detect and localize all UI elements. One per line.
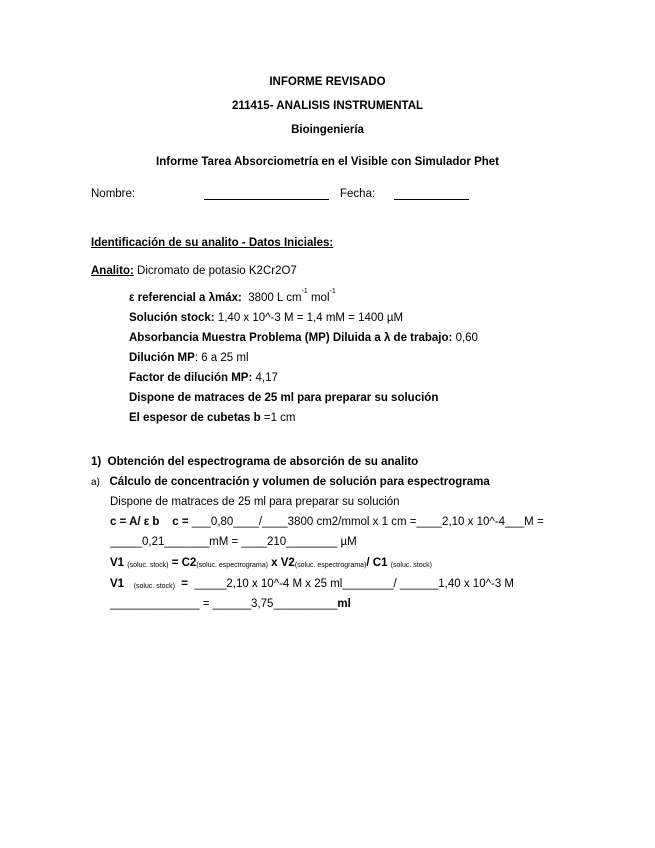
v2-symbol: x V2 [271, 557, 295, 569]
espesor-line [129, 412, 296, 424]
c1-sub-stock: (soluc. stock) [390, 562, 432, 569]
c2-symbol: = C2 [171, 557, 197, 569]
factor-value: 4,17 [255, 372, 278, 384]
section1a-title: Cálculo de concentración y volumen de solución para espectrograma [109, 476, 490, 488]
matraces-line: Dispone de matraces de 25 ml para preparar su solución [129, 392, 439, 404]
matraces-plain-line: Dispone de matraces de 25 ml para preparar su solución [110, 496, 400, 508]
factor-label: Factor de dilución MP: [129, 372, 253, 384]
section1a-label: a) [91, 477, 100, 488]
v2-sub-espec: (soluc. espectrograma) [294, 562, 367, 569]
absorbancia-line [129, 332, 478, 344]
epsilon-value: 3800 L cm [248, 292, 302, 304]
concentration-calc-line [110, 516, 544, 528]
absorbancia-value: 0,60 [455, 332, 478, 344]
c1-symbol: / C1 [366, 557, 388, 569]
fecha-label: Fecha: [340, 188, 376, 200]
title-course: 211415- ANALISIS INSTRUMENTAL [231, 100, 424, 112]
epsilon-line [129, 288, 336, 304]
c2-sub-espec: (soluc. espectrograma) [196, 562, 268, 569]
v1-sub-stock: (soluc. stock) [127, 562, 169, 569]
v1-numerator: _____2,10 x 10^-4 M x 25 ml________/ ______1,40 x 10^-3 M [194, 578, 514, 590]
v1-calc-line [110, 578, 514, 590]
fecha-field [394, 188, 469, 201]
v1-unit: ml [337, 598, 351, 610]
v1-result-line [110, 598, 351, 610]
dilution-formula-line [110, 557, 432, 569]
espesor-value: =1 cm [263, 412, 296, 424]
stock-value: 1,40 x 10^-3 M = 1,4 mM = 1400 µM [217, 312, 404, 324]
epsilon-sup-cm: -1 [301, 288, 308, 295]
formula-beer: c = A/ ε b [110, 516, 160, 528]
concentration-fill-1: ___0,80____/____3800 cm2/mmol x 1 cm =____2,10 x 10^-4___M = [191, 516, 544, 528]
analito-line [91, 265, 297, 277]
v1-result: ______________ = ______3,75__________ [110, 598, 338, 610]
section1a-heading [91, 476, 490, 488]
dilucion-line [129, 352, 249, 364]
stock-label: Solución stock: [129, 312, 215, 324]
epsilon-sup-mol: -1 [329, 288, 336, 295]
stock-line [129, 312, 403, 324]
v1-symbol: V1 [110, 557, 125, 569]
c-equals: c = [172, 516, 189, 528]
concentration-fill-2: _____0,21_______mM = ____210________ µM [110, 536, 357, 548]
dilucion-value: : 6 a 25 ml [194, 352, 249, 364]
factor-line [129, 372, 278, 384]
dilucion-label: Dilución MP [129, 352, 195, 364]
title-informe-revisado: INFORME REVISADO [269, 76, 386, 88]
title-program: Bioingeniería [291, 124, 364, 136]
section1-title: Obtención del espectrograma de absorción de su analito [107, 456, 419, 468]
section1-number: 1) [91, 456, 102, 468]
absorbancia-label: Absorbancia Muestra Problema (MP) Diluida a λ de trabajo: [129, 332, 453, 344]
epsilon-unit-mol: mol [310, 292, 330, 304]
nombre-label: Nombre: [91, 188, 136, 200]
v1b-equals: = [181, 578, 189, 590]
section1-heading [91, 456, 418, 468]
nombre-field [204, 188, 329, 201]
subtitle-tarea: Informe Tarea Absorciometría en el Visible con Simulador Phet [156, 156, 499, 168]
analito-value: Dicromato de potasio K2Cr2O7 [137, 265, 297, 277]
identificacion-heading: Identificación de su analito - Datos Iniciales: [91, 237, 334, 249]
v1b-sub-stock: (soluc. stock) [133, 583, 175, 590]
analito-label: Analito: [91, 265, 134, 277]
espesor-label: El espesor de cubetas b [129, 412, 261, 424]
epsilon-label: ε referencial a λmáx: [129, 292, 242, 304]
v1b-symbol: V1 [110, 578, 125, 590]
